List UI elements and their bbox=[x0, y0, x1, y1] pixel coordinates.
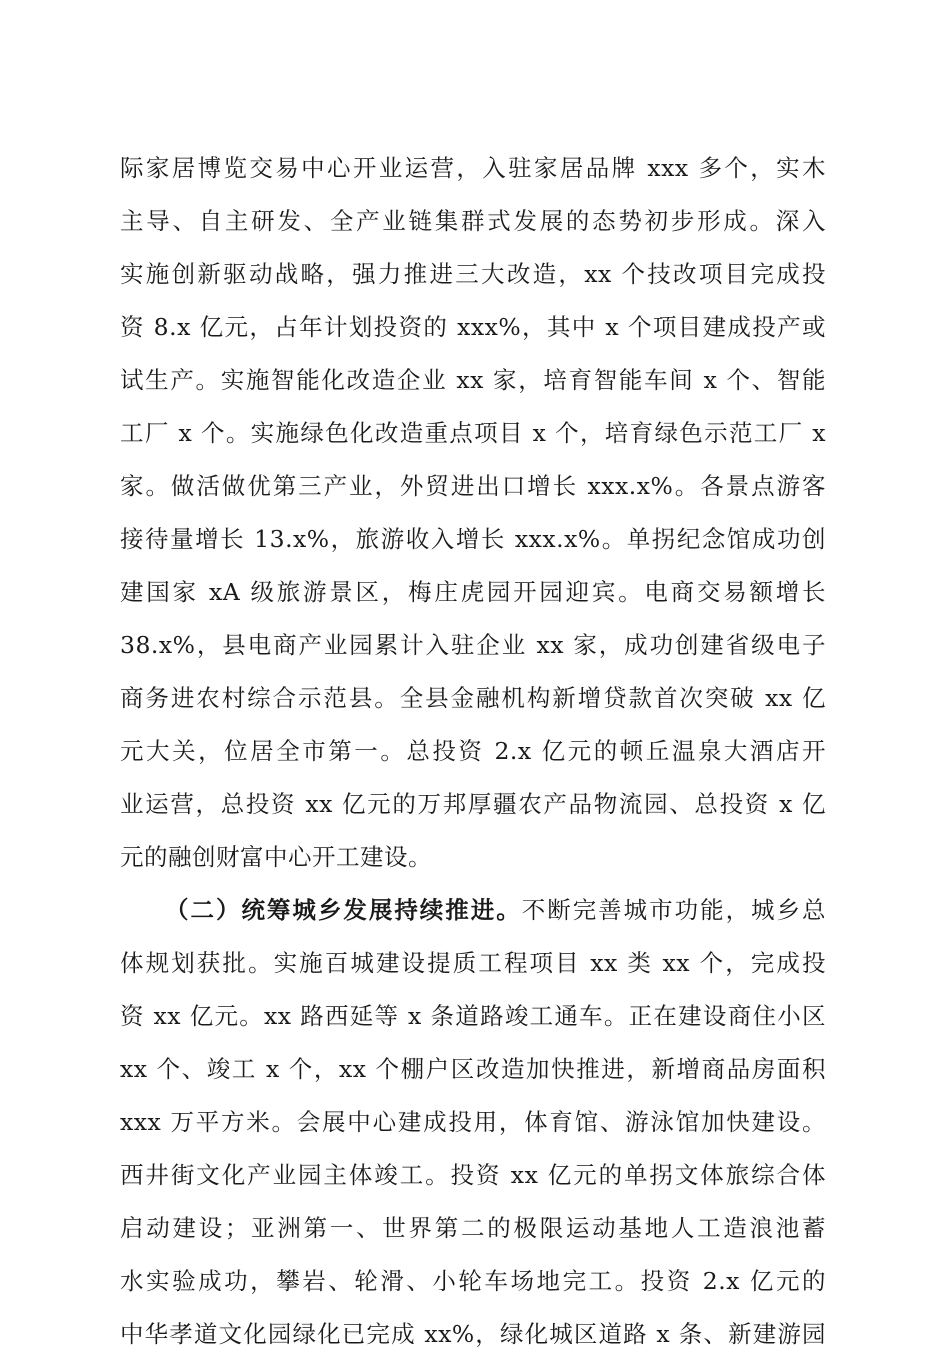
text-line: 启动建设；亚洲第一、世界第二的极限运动基地人工造浪池蓄 bbox=[120, 1214, 826, 1242]
text-line: 中华孝道文化园绿化已完成 xx%，绿化城区道路 x 条、新建游园 bbox=[120, 1320, 826, 1348]
text-line: 际家居博览交易中心开业运营，入驻家居品牌 xxx 多个，实木 bbox=[120, 154, 826, 182]
text-line: 元大关，位居全市第一。总投资 2.x 亿元的顿丘温泉大酒店开 bbox=[120, 737, 826, 765]
text-line: 元的融创财富中心开工建设。 bbox=[120, 843, 432, 871]
text-line: 38.x%，县电商产业园累计入驻企业 xx 家，成功创建省级电子 bbox=[120, 631, 826, 659]
text-line: xxx 万平方米。会展中心建成投用，体育馆、游泳馆加快建设。 bbox=[120, 1108, 826, 1136]
text-line: 资 8.x 亿元，占年计划投资的 xxx%，其中 x 个项目建成投产或 bbox=[120, 313, 826, 341]
text-line: 接待量增长 13.x%，旅游收入增长 xxx.x%。单拐纪念馆成功创 bbox=[120, 525, 826, 553]
text-line: 业运营，总投资 xx 亿元的万邦厚疆农产品物流园、总投资 x 亿 bbox=[120, 790, 826, 818]
text-line: 主导、自主研发、全产业链集群式发展的态势初步形成。深入 bbox=[120, 207, 826, 235]
text-line: 西井街文化产业园主体竣工。投资 xx 亿元的单拐文体旅综合体 bbox=[120, 1161, 826, 1189]
text-line: 体规划获批。实施百城建设提质工程项目 xx 类 xx 个，完成投 bbox=[120, 949, 826, 977]
text-line: xx 个、竣工 x 个，xx 个棚户区改造加快推进，新增商品房面积 bbox=[120, 1055, 826, 1083]
text-line: 水实验成功，攀岩、轮滑、小轮车场地完工。投资 2.x 亿元的 bbox=[120, 1267, 826, 1295]
section-2-first-line bbox=[120, 884, 826, 937]
text-line: 实施创新驱动战略，强力推进三大改造，xx 个技改项目完成投 bbox=[120, 260, 826, 288]
text-line: 建国家 xA 级旅游景区，梅庄虎园开园迎宾。电商交易额增长 bbox=[120, 578, 826, 606]
text-line: 商务进农村综合示范县。全县金融机构新增贷款首次突破 xx 亿 bbox=[120, 684, 826, 712]
section-2-heading: （二）统筹城乡发展持续推进。 bbox=[165, 896, 522, 924]
section-2-first-line-text: 不断完善城市功能，城乡总 bbox=[521, 896, 827, 924]
text-line: 家。做活做优第三产业，外贸进出口增长 xxx.x%。各景点游客 bbox=[120, 472, 826, 500]
body-text bbox=[120, 142, 826, 1361]
text-line: 工厂 x 个。实施绿色化改造重点项目 x 个，培育绿色示范工厂 x bbox=[120, 419, 826, 447]
text-line: 资 xx 亿元。xx 路西延等 x 条道路竣工通车。正在建设商住小区 bbox=[120, 1002, 826, 1030]
text-line: 试生产。实施智能化改造企业 xx 家，培育智能车间 x 个、智能 bbox=[120, 366, 826, 394]
